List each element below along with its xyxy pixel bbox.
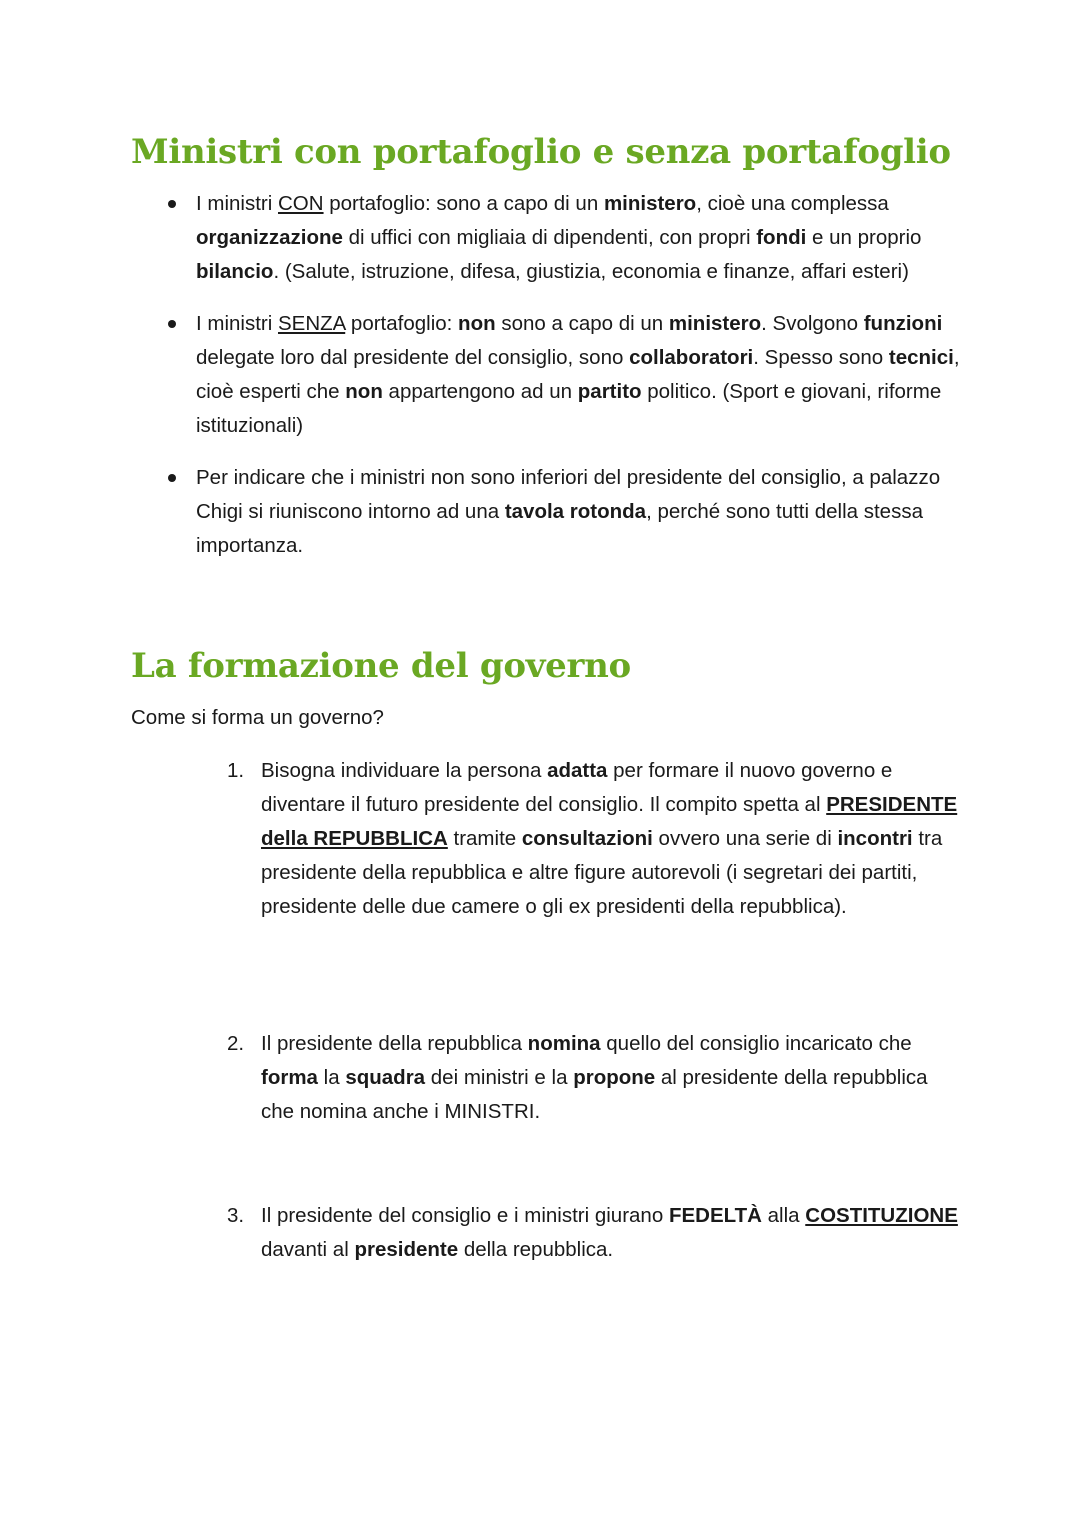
text-span: Bisogna individuare la persona	[261, 759, 548, 782]
intro-question: Come si forma un governo?	[131, 706, 384, 729]
bold-text: collaboratori	[629, 346, 754, 369]
text-span: appartengono ad un	[382, 380, 578, 403]
bullet-tavola-rotonda	[196, 461, 966, 563]
text-span: delegate loro dal presidente del consiglio, sono	[196, 346, 630, 369]
step-number: 2.	[227, 1032, 245, 1055]
bold-text: presidente	[354, 1238, 459, 1261]
bold-text: non	[345, 380, 383, 403]
text-span: Per indicare che i ministri non sono inferiori del presidente del consiglio, a palazzo Chigi si riuniscono intorno ad una	[196, 466, 941, 523]
section-heading-formazione: La formazione del governo	[131, 646, 631, 686]
bold-text: tecnici	[888, 346, 954, 369]
bold-text: squadra	[345, 1066, 426, 1089]
text-span: politico. (Sport e giovani, riforme istituzionali)	[196, 380, 942, 437]
step-1	[227, 754, 961, 924]
bold-text: organizzazione	[196, 226, 343, 249]
text-span: di uffici con migliaia di dipendenti, con propri	[342, 226, 757, 249]
text-span: la	[317, 1066, 346, 1089]
bold-underlined-text: PRESIDENTE della REPUBBLICA	[261, 793, 958, 850]
ministri-bullet-list	[196, 187, 966, 581]
bold-text: propone	[573, 1066, 656, 1089]
text-span: alla	[761, 1204, 806, 1227]
underlined-text: SENZA	[278, 312, 346, 335]
bullet-con-portafoglio	[196, 187, 966, 289]
text-span: sono a capo di un	[495, 312, 669, 335]
text-span: portafoglio: sono a capo di un	[323, 192, 604, 215]
step-number: 3.	[227, 1204, 245, 1227]
text-span: . (Salute, istruzione, difesa, giustizia, economia e finanze, affari esteri)	[273, 260, 909, 283]
bullet-senza-portafoglio	[196, 307, 966, 443]
text-span: quello del consiglio incaricato che	[600, 1032, 912, 1055]
text-span: dei ministri e la	[425, 1066, 574, 1089]
text-span: , perché sono tutti della stessa importanza.	[196, 500, 923, 557]
text-span: , cioè esperti che	[196, 346, 960, 403]
text-span: tramite	[447, 827, 522, 850]
text-span: Il presidente della repubblica	[261, 1032, 528, 1055]
text-span: tra presidente della repubblica e altre figure autorevoli (i segretari dei partiti, presidente delle due camere o gli ex presidenti della repubblica).	[261, 827, 943, 918]
text-span: ovvero una serie di	[652, 827, 838, 850]
bold-text: funzioni	[863, 312, 943, 335]
bold-text: incontri	[837, 827, 913, 850]
bold-text: bilancio	[196, 260, 274, 283]
text-span: Il presidente del consiglio e i ministri giurano	[261, 1204, 669, 1227]
step-3	[227, 1199, 961, 1267]
bold-text: partito	[577, 380, 642, 403]
text-span: , cioè una complessa	[696, 192, 889, 215]
text-span: . Svolgono	[761, 312, 864, 335]
step-2	[227, 1027, 961, 1129]
bold-text: ministero	[668, 312, 762, 335]
step-number: 1.	[227, 759, 245, 782]
text-span: portafoglio:	[345, 312, 459, 335]
bold-text: fondi	[756, 226, 807, 249]
text-span: . Spesso sono	[753, 346, 889, 369]
bold-underlined-text: COSTITUZIONE	[805, 1204, 958, 1227]
bold-text: FEDELTÀ	[668, 1204, 762, 1227]
text-span: I ministri	[196, 312, 278, 335]
bold-text: consultazioni	[521, 827, 653, 850]
bold-text: non	[458, 312, 496, 335]
text-span: della repubblica.	[458, 1238, 614, 1261]
text-span: per formare il nuovo governo e diventare il futuro presidente del consiglio. Il compito spetta al	[261, 759, 893, 816]
text-span: e un proprio	[806, 226, 922, 249]
text-span: al presidente della repubblica che nomina anche i MINISTRI.	[261, 1066, 928, 1123]
text-span: davanti al	[261, 1238, 355, 1261]
bold-text: adatta	[547, 759, 608, 782]
bold-text: ministero	[603, 192, 697, 215]
section-heading-ministri: Ministri con portafoglio e senza portafoglio	[131, 132, 951, 172]
text-span: I ministri	[196, 192, 278, 215]
underlined-text: CON	[278, 192, 324, 215]
bold-text: forma	[261, 1066, 318, 1089]
bold-text: nomina	[527, 1032, 601, 1055]
bold-text: tavola rotonda	[504, 500, 647, 523]
